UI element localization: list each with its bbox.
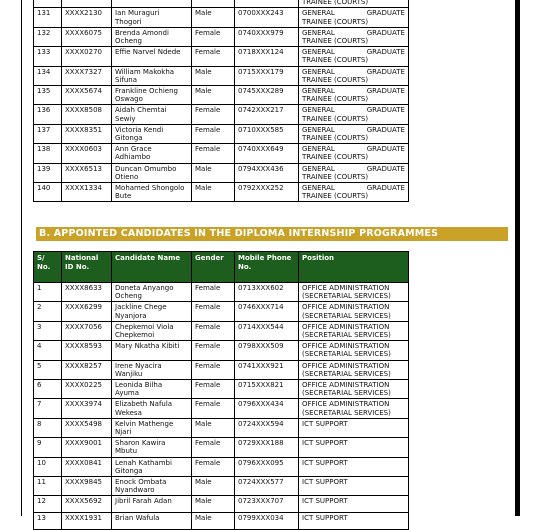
position-line-2: TRAINEE (COURTS) [302,153,369,162]
cell-mobile-phone: 0740XXX649 [235,144,299,163]
cell-position [299,477,409,496]
cell-mobile-phone: 0796XXX095 [235,457,299,476]
cell-gender: Female [192,321,235,340]
cell-position [299,457,409,476]
cell-sno: 135 [34,86,62,105]
cell-national-id: XXXX8593 [62,341,112,360]
cell-sno: 7 [34,399,62,418]
cell-national-id: XXXX9001 [62,438,112,457]
position-word-1: GENERAL [302,28,335,37]
position-word-2: GRADUATE [366,106,405,115]
cell-position [299,438,409,457]
position-word-2: GRADUATE [366,28,405,37]
cell-gender: Male [192,163,235,182]
cell-candidate-name: Irene Nyacira Wanjiku [112,360,192,379]
cell-national-id: XXXX8351 [62,124,112,143]
table-row [34,380,409,399]
cell-position [299,105,409,124]
position-word-1: GENERAL [302,106,335,115]
table-row [34,183,409,202]
cell-mobile-phone: 0710XXX585 [235,124,299,143]
cell-mobile-phone [235,0,299,8]
position-line-1: ICT SUPPORT [302,478,348,487]
cell-national-id: XXXX5692 [62,496,112,513]
cell-position [299,321,409,340]
cell-sno: 138 [34,144,62,163]
cell-mobile-phone: 0714XXX544 [235,321,299,340]
cell-candidate-name: Effie Narvel Ndede [112,47,192,66]
cell-mobile-phone: 0700XXX243 [235,8,299,27]
cell-mobile-phone: 0799XXX034 [235,513,299,530]
cell-mobile-phone: 0794XXX436 [235,163,299,182]
cell-candidate-name: Jackline Chege Nyanjora [112,302,192,321]
cell-position [299,183,409,202]
cell-sno: 8 [34,418,62,437]
cell-gender: Female [192,124,235,143]
position-line-2: (SECRETARIAL SERVICES) [302,331,391,340]
position-line-2: (SECRETARIAL SERVICES) [302,350,391,359]
cell-gender: Male [192,496,235,513]
cell-gender: Female [192,47,235,66]
position-line-2: TRAINEE (COURTS) [302,37,369,46]
cell-national-id: XXXX8508 [62,105,112,124]
cell-candidate-name: Doneta Anyango Ocheng [112,283,192,302]
cell-gender: Female [192,380,235,399]
position-word-1: GENERAL [302,184,335,193]
cell-mobile-phone: 0729XXX188 [235,438,299,457]
cell-mobile-phone: 0798XXX509 [235,341,299,360]
position-word-2: GRADUATE [366,87,405,96]
cell-gender: Female [192,360,235,379]
table-row [34,496,409,513]
position-line-1: ICT SUPPORT [302,497,348,506]
cell-sno: 131 [34,8,62,27]
cell-candidate-name: Jibril Farah Adan [112,496,192,513]
cell-gender: Male [192,8,235,27]
position-line-2: (SECRETARIAL SERVICES) [302,292,391,301]
cell-national-id: XXXX6075 [62,27,112,46]
cell-candidate-name: Ann Grace Adhiambo [112,144,192,163]
position-line-1: OFFICE ADMINISTRATION [302,303,390,312]
position-line-2: TRAINEE (COURTS) [302,134,369,143]
cell-national-id: XXXX2130 [62,8,112,27]
position-word-2: GRADUATE [366,164,405,173]
cell-national-id: XXXX0225 [62,380,112,399]
diploma-internship-table [33,251,409,530]
cell-position [299,27,409,46]
table-row [34,8,409,27]
cell-national-id: XXXX1334 [62,183,112,202]
cell-gender: Female [192,283,235,302]
cell-candidate-name: Lenah Kathambi Gitonga [112,457,192,476]
cell-gender: Male [192,66,235,85]
cell-candidate-name: Victoria Kendi Gitonga [112,124,192,143]
cell-sno: 132 [34,27,62,46]
cell-gender: Female [192,302,235,321]
position-word-1: GENERAL [302,145,335,154]
cell-sno: 9 [34,438,62,457]
cell-sno: 5 [34,360,62,379]
cell-mobile-phone: 0796XXX434 [235,399,299,418]
cell-position [299,302,409,321]
table-row [34,457,409,476]
cell-mobile-phone: 0746XXX714 [235,302,299,321]
position-line-2: TRAINEE (COURTS) [302,172,369,181]
position-word-2: GRADUATE [366,9,405,18]
position-line-2: TRAINEE (COURTS) [302,56,369,65]
table-row [34,418,409,437]
cell-sno: 6 [34,380,62,399]
cell-position [299,341,409,360]
cell-national-id: XXXX0841 [62,457,112,476]
cell-candidate-name: Kelvin Mathenge Njari [112,418,192,437]
position-word-2: GRADUATE [366,125,405,134]
cell-sno: 4 [34,341,62,360]
cell-position [299,380,409,399]
cell-gender: Female [192,27,235,46]
position-line-1: OFFICE ADMINISTRATION [302,381,390,390]
cell-gender: Male [192,86,235,105]
cell-national-id: XXXX6299 [62,302,112,321]
cell-candidate-name: Brenda Amondi Ocheng [112,27,192,46]
table-row [34,0,409,8]
position-line-1: ICT SUPPORT [302,419,348,428]
cell-candidate-name: Brian Wafula [112,513,192,530]
cell-national-id: XXXX0270 [62,47,112,66]
cell-gender: Male [192,477,235,496]
cell-gender: Male [192,513,235,530]
cell-position [299,418,409,437]
cell-sno: 137 [34,124,62,143]
table-row [34,66,409,85]
position-line-2: TRAINEE (COURTS) [302,192,369,201]
cell-candidate-name: Duncan Omumbo Otieno [112,163,192,182]
cell-national-id [62,0,112,8]
table-row [34,124,409,143]
cell-candidate-name: Elizabeth Nafula Wekesa [112,399,192,418]
position-line-2: TRAINEE (COURTS) [302,17,369,26]
cell-mobile-phone: 0741XXX921 [235,360,299,379]
table-row [34,302,409,321]
table-row [34,341,409,360]
position-line-2: TRAINEE (COURTS) [302,95,369,104]
cell-national-id: XXXX1931 [62,513,112,530]
cell-candidate-name: Frankline Ochieng Oswago [112,86,192,105]
cell-gender: Female [192,399,235,418]
cell-mobile-phone: 0723XXX707 [235,496,299,513]
cell-position [299,360,409,379]
cell-candidate-name: Sharon Kawira Mbutu [112,438,192,457]
cell-candidate-name: Leonida Bilha Ayuma [112,380,192,399]
cell-candidate-name: Enock Ombata Nyandwaro [112,477,192,496]
cell-position [299,0,409,8]
cell-sno: 134 [34,66,62,85]
table-row [34,27,409,46]
header-national-id: National ID No. [62,252,112,283]
position-line-1: OFFICE ADMINISTRATION [302,322,390,331]
position-line-2: (SECRETARIAL SERVICES) [302,369,391,378]
header-position: Position [299,252,409,283]
table-header-row [34,252,409,283]
cell-national-id: XXXX8633 [62,283,112,302]
position-line-1: ICT SUPPORT [302,458,348,467]
cell-candidate-name: William Makokha Sifuna [112,66,192,85]
position-word-2: GRADUATE [366,67,405,76]
position-word-2: GRADUATE [366,48,405,57]
cell-national-id: XXXX5498 [62,418,112,437]
cell-candidate-name: Chepkemoi Viola Chepkemoi [112,321,192,340]
position-line-2: TRAINEE (COURTS) [302,0,369,7]
cell-mobile-phone: 0724XXX594 [235,418,299,437]
position-line-1: OFFICE ADMINISTRATION [302,342,390,351]
cell-mobile-phone: 0740XXX979 [235,27,299,46]
page-edge-bar [516,0,520,516]
table-row [34,438,409,457]
table-row [34,477,409,496]
position-line-1: OFFICE ADMINISTRATION [302,400,390,409]
table-row [34,399,409,418]
cell-position [299,399,409,418]
cell-candidate-name: Mary Nkatha Kibiti [112,341,192,360]
header-gender: Gender [192,252,235,283]
position-line-2: (SECRETARIAL SERVICES) [302,408,391,417]
table-row [34,360,409,379]
cell-national-id: XXXX7056 [62,321,112,340]
cell-gender [192,0,235,8]
cell-mobile-phone: 0724XXX577 [235,477,299,496]
position-line-1: ICT SUPPORT [302,439,348,448]
cell-gender: Female [192,438,235,457]
cell-sno: 3 [34,321,62,340]
cell-national-id: XXXX8257 [62,360,112,379]
position-word-1: GENERAL [302,9,335,18]
cell-mobile-phone: 0718XXX124 [235,47,299,66]
cell-candidate-name: Mohamed Shongolo Bute [112,183,192,202]
table-row [34,86,409,105]
cell-sno: 13 [34,513,62,530]
cell-gender: Female [192,144,235,163]
cell-sno: 12 [34,496,62,513]
cell-mobile-phone: 0715XXX821 [235,380,299,399]
position-line-1: OFFICE ADMINISTRATION [302,284,390,292]
cell-sno: 139 [34,163,62,182]
cell-position [299,86,409,105]
cell-gender: Male [192,183,235,202]
cell-candidate-name: Aidah Chemtai Sewiy [112,105,192,124]
cell-sno: 2 [34,302,62,321]
cell-sno: 140 [34,183,62,202]
cell-position [299,66,409,85]
cell-gender: Female [192,457,235,476]
cell-position [299,283,409,302]
header-sno: S/ No. [34,252,62,283]
cell-sno [34,0,62,8]
position-line-2: (SECRETARIAL SERVICES) [302,389,391,398]
cell-mobile-phone: 0745XXX289 [235,86,299,105]
position-line-2: TRAINEE (COURTS) [302,75,369,84]
position-word-2: GRADUATE [366,145,405,154]
cell-national-id: XXXX6513 [62,163,112,182]
cell-mobile-phone: 0792XXX252 [235,183,299,202]
cell-position [299,124,409,143]
position-line-1: OFFICE ADMINISTRATION [302,361,390,370]
cell-position [299,163,409,182]
cell-national-id: XXXX5674 [62,86,112,105]
cell-sno: 133 [34,47,62,66]
cell-mobile-phone: 0715XXX179 [235,66,299,85]
cell-candidate-name: Ian Muraguri Thogori [112,8,192,27]
cell-sno: 10 [34,457,62,476]
position-line-2: TRAINEE (COURTS) [302,114,369,123]
table-row [34,47,409,66]
cell-sno: 136 [34,105,62,124]
position-word-1: GENERAL [302,125,335,134]
position-word-2: GRADUATE [366,184,405,193]
position-line-2: (SECRETARIAL SERVICES) [302,311,391,320]
cell-gender: Female [192,341,235,360]
cell-national-id: XXXX9845 [62,477,112,496]
table-row [34,321,409,340]
position-word-1: GENERAL [302,48,335,57]
graduate-trainee-table [33,0,409,202]
cell-position [299,8,409,27]
header-mobile-phone: Mobile Phone No. [235,252,299,283]
cell-gender: Female [192,105,235,124]
cell-candidate-name [112,0,192,8]
cell-mobile-phone: 0713XXX602 [235,283,299,302]
cell-sno: 1 [34,283,62,302]
cell-national-id: XXXX7327 [62,66,112,85]
header-candidate-name: Candidate Name [112,252,192,283]
table-row [34,105,409,124]
table-row [34,283,409,302]
position-word-1: GENERAL [302,67,335,76]
cell-position [299,47,409,66]
cell-national-id: XXXX0603 [62,144,112,163]
cell-sno: 11 [34,477,62,496]
cell-mobile-phone: 0742XXX217 [235,105,299,124]
position-word-1: GENERAL [302,164,335,173]
table-row [34,144,409,163]
cell-gender: Male [192,418,235,437]
position-line-1: ICT SUPPORT [302,514,348,523]
section-b-title: B. APPOINTED CANDIDATES IN THE DIPLOMA INTERNSHIP PROGRAMMES [36,227,508,241]
table-row [34,163,409,182]
cell-national-id: XXXX3974 [62,399,112,418]
cell-position [299,144,409,163]
position-word-1: GENERAL [302,87,335,96]
cell-position [299,496,409,513]
